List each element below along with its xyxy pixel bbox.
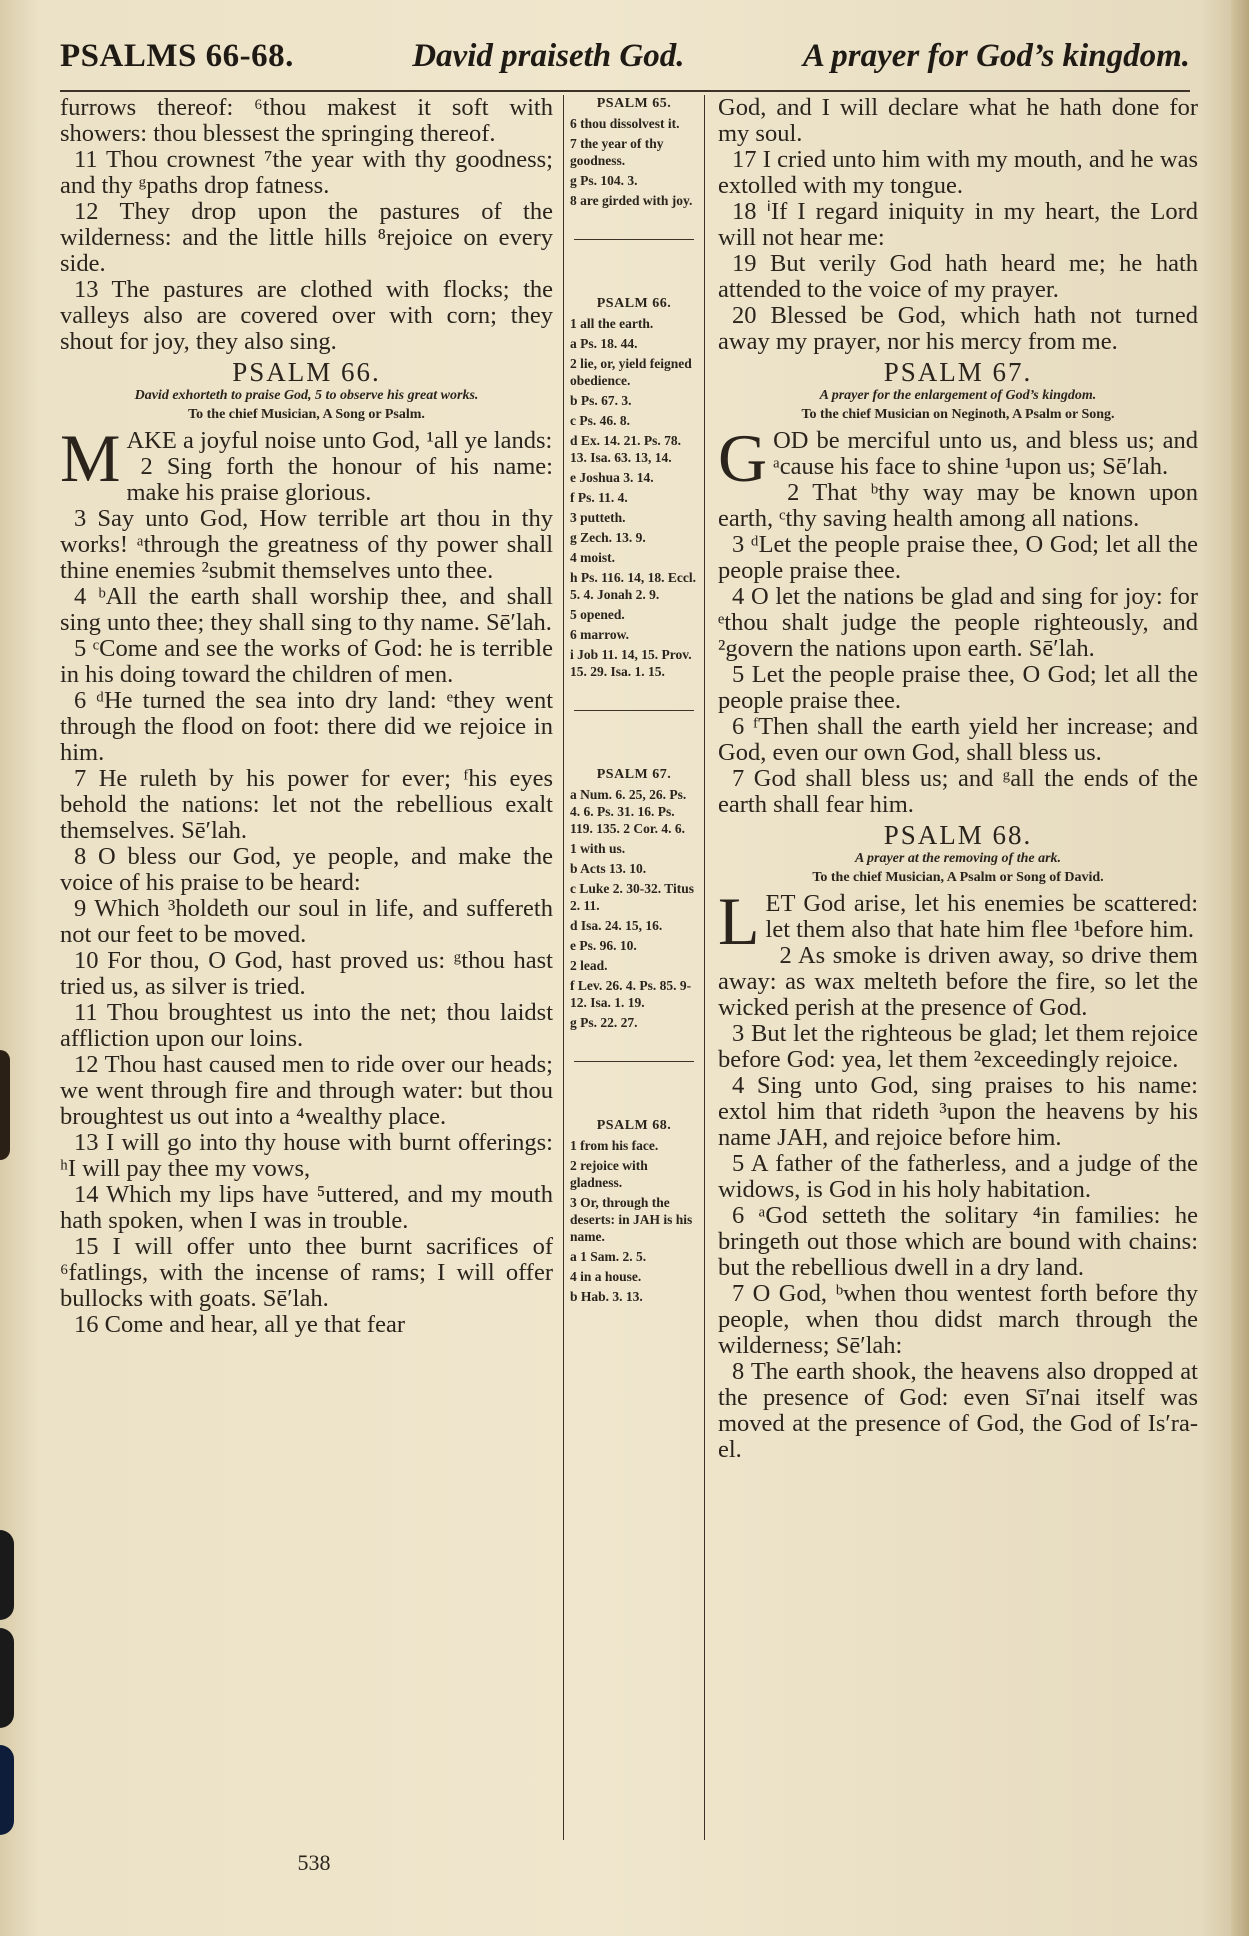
verse: 10 For thou, O God, hast proved us: ᵍthou hast tried us, as silver is tried. bbox=[60, 947, 553, 1000]
verse: 16 Come and hear, all ye that fear bbox=[74, 1311, 405, 1338]
verse: 8 O bless our God, ye people, and make the voice of his praise to be heard: bbox=[60, 843, 553, 896]
cross-reference: 3 Or, through the deserts: in JAH is his name. bbox=[570, 1195, 693, 1244]
cross-reference-column bbox=[563, 95, 705, 1840]
header-topic-right: A prayer for God’s kingdom. bbox=[802, 38, 1190, 74]
thumb-index-tab[interactable] bbox=[0, 1745, 14, 1835]
ref-group-heading: PSALM 66. bbox=[596, 296, 672, 311]
cross-reference: c Ps. 46. 8. bbox=[570, 413, 630, 428]
verse: 3 But let the righteous be glad; let them rejoice before God: yea, let them ²exceedingly rejoice. bbox=[718, 1020, 1198, 1073]
continued-text: God, and I will declare what he hath done for my soul. bbox=[718, 94, 1198, 147]
running-header bbox=[60, 38, 1190, 92]
ref-divider bbox=[574, 239, 694, 240]
verse: 5 A father of the fatherless, and a judge of the widows, is God in his holy habitation. bbox=[718, 1150, 1198, 1203]
cross-reference: a 1 Sam. 2. 5. bbox=[570, 1249, 647, 1264]
page-edge bbox=[1231, 0, 1249, 1936]
verse-1 bbox=[718, 883, 1198, 959]
verse: 13 The pastures are clothed with flocks; the valleys also are covered over with corn; they shout for joy, they also sing. bbox=[60, 276, 553, 355]
verse: 17 I cried unto him with my mouth, and he was extolled with my tongue. bbox=[718, 146, 1198, 199]
verse: 6 ᵃGod setteth the solitary ⁴in families: he bringeth out those which are bound with chains: but the rebellious dwell in a dry land. bbox=[718, 1202, 1198, 1281]
ref-divider bbox=[574, 1061, 694, 1062]
verse: 11 Thou crownest ⁷the year with thy goodness; and thy ᵍpaths drop fatness. bbox=[60, 146, 553, 199]
verse: 4 ᵇAll the earth shall worship thee, and shall sing unto thee; they shall sing to thy name. Sē′lah. bbox=[60, 583, 553, 636]
binding-mark bbox=[0, 1050, 10, 1160]
cross-reference: 1 with us. bbox=[570, 841, 626, 856]
verse: 2 That ᵇthy way may be known upon earth, ᶜthy saving health among all nations. bbox=[718, 479, 1198, 532]
psalm-title: PSALM 66. bbox=[232, 357, 381, 387]
verse: 9 Which ³holdeth our soul in life, and suffereth not our feet to be moved. bbox=[60, 895, 553, 948]
cross-reference: a Ps. 18. 44. bbox=[570, 336, 638, 351]
drop-cap: G bbox=[718, 420, 768, 496]
cross-reference: a Num. 6. 25, 26. Ps. 4. 6. Ps. 31. 16. Ps. 119. 135. 2 Cor. 4. 6. bbox=[570, 787, 687, 836]
verse: 12 Thou hast caused men to ride over our heads; we went through fire and through water: but thou broughtest us out into a ⁴wealthy place. bbox=[60, 1051, 553, 1130]
psalm-superscription: To the chief Musician, A Song or Psalm. bbox=[188, 407, 425, 422]
header-topic-left: David praiseth God. bbox=[412, 38, 685, 74]
cross-reference: g Ps. 22. 27. bbox=[570, 1015, 638, 1030]
cross-reference: 2 rejoice with gladness. bbox=[570, 1158, 648, 1190]
verse: 13 I will go into thy house with burnt offerings: ʰI will pay thee my vows, bbox=[60, 1129, 553, 1182]
verse-text: ET God arise, let his enemies be scattered: let them also that hate him flee ¹before him. bbox=[765, 890, 1198, 943]
cross-reference: 3 putteth. bbox=[570, 510, 626, 525]
cross-reference: b Ps. 67. 3. bbox=[570, 393, 632, 408]
verse: 7 God shall bless us; and ᵍall the ends of the earth shall fear him. bbox=[718, 765, 1198, 818]
cross-reference: b Acts 13. 10. bbox=[570, 861, 647, 876]
cross-reference: 1 all the earth. bbox=[570, 316, 654, 331]
verse-text: OD be merciful unto us, and bless us; and ᵃcause his face to shine ¹upon us; Sē′lah. bbox=[773, 427, 1198, 480]
ref-group-heading: PSALM 68. bbox=[596, 1118, 672, 1133]
psalm-summary: David exhorteth to praise God, 5 to observe his great works. bbox=[134, 388, 479, 403]
verse: 3 Say unto God, How terrible art thou in thy works! ᵃthrough the greatness of thy power shall thine enemies ²submit themselves unto thee. bbox=[60, 505, 553, 584]
verse-text: AKE a joyful noise unto God, ¹all ye lands: bbox=[126, 427, 553, 454]
drop-cap: M bbox=[60, 420, 121, 496]
verse: 18 ⁱIf I regard iniquity in my heart, the Lord will not hear me: bbox=[718, 198, 1198, 251]
cross-reference: b Hab. 3. 13. bbox=[570, 1289, 643, 1304]
verse: 4 Sing unto God, sing praises to his name: extol him that rideth ³upon the heavens by his name JAH, and rejoice before him. bbox=[718, 1072, 1198, 1151]
psalm-title: PSALM 68. bbox=[883, 820, 1033, 850]
header-book-chapters: PSALMS 66-68. bbox=[60, 38, 294, 74]
cross-reference: f Ps. 11. 4. bbox=[570, 490, 628, 505]
verse: 5 Let the people praise thee, O God; let all the people praise thee. bbox=[718, 661, 1198, 714]
psalm-title: PSALM 67. bbox=[883, 357, 1033, 387]
right-text-column bbox=[718, 95, 1198, 1463]
psalm-superscription: To the chief Musician, A Psalm or Song of David. bbox=[812, 870, 1104, 885]
cross-reference: 8 are girded with joy. bbox=[570, 193, 693, 208]
cross-reference: 4 in a house. bbox=[570, 1269, 642, 1284]
cross-reference: 4 moist. bbox=[570, 550, 615, 565]
verse: 7 O God, ᵇwhen thou wentest forth before thy people, when thou didst march through the wilderness; Sē′lah: bbox=[718, 1280, 1198, 1359]
cross-reference: 1 from his face. bbox=[570, 1138, 659, 1153]
verse: 6 ᶠThen shall the earth yield her increase; and God, even our own God, shall bless us. bbox=[718, 713, 1198, 766]
left-text-column bbox=[60, 95, 553, 1338]
cross-reference: 6 marrow. bbox=[570, 627, 629, 642]
cross-reference: 5 opened. bbox=[570, 607, 625, 622]
verse: 6 ᵈHe turned the sea into dry land: ᵉthey went through the flood on foot: there did we rejoice in him. bbox=[60, 687, 553, 766]
cross-reference: 2 lie, or, yield feigned obedience. bbox=[570, 356, 692, 388]
page-number: 538 bbox=[297, 1850, 331, 1875]
cross-reference: 6 thou dissolvest it. bbox=[570, 116, 680, 131]
verse: 20 Blessed be God, which hath not turned away my prayer, nor his mercy from me. bbox=[718, 302, 1198, 355]
cross-reference: 2 lead. bbox=[570, 958, 608, 973]
cross-reference: g Ps. 104. 3. bbox=[570, 173, 638, 188]
thumb-index-tab[interactable] bbox=[0, 1530, 14, 1620]
psalm-superscription: To the chief Musician on Neginoth, A Psalm or Song. bbox=[801, 407, 1115, 422]
cross-reference: h Ps. 116. 14, 18. Eccl. 5. 4. Jonah 2. 9. bbox=[570, 570, 697, 602]
continued-text: furrows thereof: ⁶thou makest it soft with showers: thou blessest the springing thereof. bbox=[60, 94, 553, 147]
verse: 8 The earth shook, the heavens also dropped at the presence of God: even Sī′nai itself was moved at the presence of God, the God of Is′ra-el. bbox=[718, 1358, 1198, 1463]
verse: 3 ᵈLet the people praise thee, O God; let all the people praise thee. bbox=[718, 531, 1198, 584]
cross-reference: c Luke 2. 30-32. Titus 2. 11. bbox=[570, 881, 695, 913]
cross-reference: d Ex. 14. 21. Ps. 78. 13. Isa. 63. 13, 14. bbox=[570, 433, 682, 465]
psalm-summary: A prayer for the enlargement of God’s kingdom. bbox=[819, 388, 1097, 403]
cross-reference: e Joshua 3. 14. bbox=[570, 470, 654, 485]
cross-reference: f Lev. 26. 4. Ps. 85. 9-12. Isa. 1. 19. bbox=[570, 978, 692, 1010]
cross-reference: i Job 11. 14, 15. Prov. 15. 29. Isa. 1. 15. bbox=[570, 647, 692, 679]
cross-reference: e Ps. 96. 10. bbox=[570, 938, 637, 953]
verse: 15 I will offer unto thee burnt sacrifices of ⁶fatlings, with the incense of rams; I will offer bullocks with goats. Sē′lah. bbox=[60, 1233, 553, 1312]
ref-group-heading: PSALM 67. bbox=[596, 767, 672, 782]
verse: 5 ᶜCome and see the works of God: he is terrible in his doing toward the children of men. bbox=[60, 635, 553, 688]
drop-cap: L bbox=[718, 883, 760, 959]
cross-reference: 7 the year of thy goodness. bbox=[570, 136, 664, 168]
verse: 14 Which my lips have ⁵uttered, and my mouth hath spoken, when I was in trouble. bbox=[60, 1181, 553, 1234]
verse: 4 O let the nations be glad and sing for joy: for ᵉthou shalt judge the people righteously, and ²govern the nations upon earth. Sē′lah. bbox=[718, 583, 1198, 662]
ref-divider bbox=[574, 710, 694, 711]
cross-reference: d Isa. 24. 15, 16. bbox=[570, 918, 663, 933]
verse: 2 Sing forth the honour of his name: make his praise glorious. bbox=[126, 453, 553, 506]
verse: 19 But verily God hath heard me; he hath attended to the voice of my prayer. bbox=[718, 250, 1198, 303]
thumb-index-tab[interactable] bbox=[0, 1628, 14, 1728]
cross-reference: g Zech. 13. 9. bbox=[570, 530, 646, 545]
verse-1 bbox=[718, 420, 1198, 496]
verse: 7 He ruleth by his power for ever; ᶠhis eyes behold the nations: let not the rebellious exalt themselves. Sē′lah. bbox=[60, 765, 553, 844]
verse: 2 As smoke is driven away, so drive them away: as wax melteth before the fire, so let the wicked perish at the presence of God. bbox=[718, 942, 1198, 1021]
verse: 12 They drop upon the pastures of the wilderness: and the little hills ⁸rejoice on every side. bbox=[60, 198, 553, 277]
verse: 11 Thou broughtest us into the net; thou laidst affliction upon our loins. bbox=[60, 999, 553, 1052]
psalm-summary: A prayer at the removing of the ark. bbox=[854, 851, 1062, 866]
ref-group-heading: PSALM 65. bbox=[596, 96, 672, 111]
